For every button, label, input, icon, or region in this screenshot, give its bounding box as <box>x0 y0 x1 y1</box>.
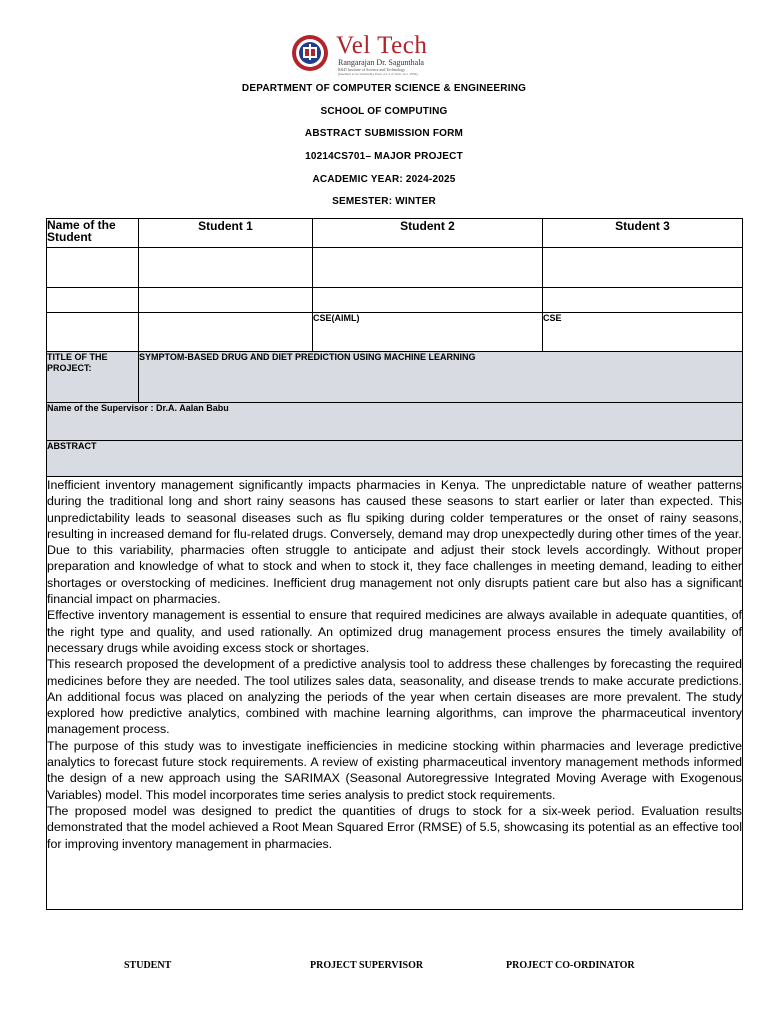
student-3-branch: CSE <box>543 313 743 352</box>
student-name-row <box>47 248 743 288</box>
semester-heading: SEMESTER: WINTER <box>332 196 436 207</box>
logo-subtitle: Rangarajan Dr. Sagunthala <box>338 58 424 67</box>
abstract-paragraph: The purpose of this study was to investigate inefficiencies in medicine stocking within pharmacies and leverage predictive analytics to forecast future stock requirements. A review of existing pharmaceutical inventory management methods informed the design of a new approach using the SARIMAX (Seasonal Autoregressive Integrated Moving Average with Exogenous Variables) model. This model incorporates time series analysis to predict stock requirements. <box>47 738 742 802</box>
vel-tech-logo <box>288 33 458 75</box>
logo-brand: Vel Tech <box>336 32 428 59</box>
student-1-branch-cell[interactable] <box>139 313 313 352</box>
branch-row <box>47 313 743 352</box>
submission-form-table <box>46 218 743 910</box>
student-1-id-cell[interactable] <box>139 288 313 313</box>
student-1-header: Student 1 <box>139 219 313 248</box>
student-2-branch: CSE(AIML) <box>313 313 543 352</box>
student-2-name-cell[interactable] <box>313 248 543 288</box>
academic-year-heading: ACADEMIC YEAR: 2024-2025 <box>312 174 456 185</box>
title-label: TITLE OF THE PROJECT: <box>47 352 139 403</box>
form-heading: ABSTRACT SUBMISSION FORM <box>304 128 464 139</box>
abstract-paragraph: Effective inventory management is essential to ensure that required medicines are always available in adequate quantities, of the right type and quality, and used rationally. An optimized drug management process ensures the timely availability of necessary drugs while avoiding excess stock or shortages. <box>47 608 742 655</box>
project-title-row <box>47 352 743 403</box>
supervisor-signature-label: PROJECT SUPERVISOR <box>310 960 424 971</box>
student-1-name-cell[interactable] <box>139 248 313 288</box>
student-3-header: Student 3 <box>543 219 743 248</box>
empty-cell <box>47 313 139 352</box>
logo-deemed: (Deemed to be University Estd. u/s 3 of UGC Act, 1956) <box>338 72 418 76</box>
department-heading: DEPARTMENT OF COMPUTER SCIENCE & ENGINEERING <box>241 83 527 94</box>
student-3-name-cell[interactable] <box>543 248 743 288</box>
student-signature-label: STUDENT <box>124 960 172 971</box>
supervisor-row <box>47 403 743 441</box>
abstract-text <box>47 477 743 910</box>
abstract-label: ABSTRACT <box>47 441 743 477</box>
school-heading: SCHOOL OF COMPUTING <box>320 106 448 117</box>
student-id-row <box>47 288 743 313</box>
student-2-id-cell[interactable] <box>313 288 543 313</box>
coordinator-signature-label: PROJECT CO-ORDINATOR <box>506 960 635 971</box>
abstract-paragraph: This research proposed the development of a predictive analysis tool to address these challenges by forecasting the required medicines before they are needed. The tool utilizes sales data, seasonality, and disease trends to make accurate predictions. An additional focus was placed on analyzing the periods of the year when certain diseases are more prevalent. The study explored how predictive analytics, combined with machine learning algorithms, can improve the pharmaceutical inventory management process. <box>47 657 742 737</box>
vel-tech-emblem-icon <box>288 33 334 73</box>
project-title: SYMPTOM-BASED DRUG AND DIET PREDICTION USING MACHINE LEARNING <box>139 352 743 403</box>
supervisor-name: Name of the Supervisor : Dr.A. Aalan Babu <box>47 403 743 441</box>
empty-cell <box>47 248 139 288</box>
course-heading: 10214CS701– MAJOR PROJECT <box>305 151 463 162</box>
logo-institute: R&D Institute of Science and Technology <box>338 67 406 72</box>
empty-cell <box>47 288 139 313</box>
student-2-header: Student 2 <box>313 219 543 248</box>
abstract-paragraph: Due to this variability, pharmacies often struggle to anticipate and adjust their stock levels accordingly. Without proper preparation and knowledge of what to stock and when to stock it, they face challenges in meeting demand, leading to either shortages or overstocking of medicines. Inefficient drug management not only disrupts patient care but also has a significant financial impact on pharmacies. <box>47 543 742 607</box>
header-row <box>47 219 743 248</box>
abstract-row <box>47 477 743 910</box>
abstract-paragraph: The proposed model was designed to predict the quantities of drugs to stock for a six-week period. Evaluation results demonstrated that the model achieved a Root Mean Squared Error (RMSE) of 5.5, showcasing its potential as an effective tool for improving inventory management in pharmacies. <box>47 803 742 851</box>
student-3-id-cell[interactable] <box>543 288 743 313</box>
abstract-paragraph: Inefficient inventory management significantly impacts pharmacies in Kenya. The unpredictable nature of weather patterns during the traditional long and short rainy seasons has caused these seasons to start earlier or later than expected. This unpredictability leads to seasonal diseases such as flu spiking during colder temperatures or the onset of rainy seasons, resulting in increased demand for flu-related drugs. Conversely, demand may drop unexpectedly during other times of the year. <box>47 478 742 541</box>
abstract-label-row <box>47 441 743 477</box>
name-of-student-label: Name of the Student <box>47 219 139 248</box>
